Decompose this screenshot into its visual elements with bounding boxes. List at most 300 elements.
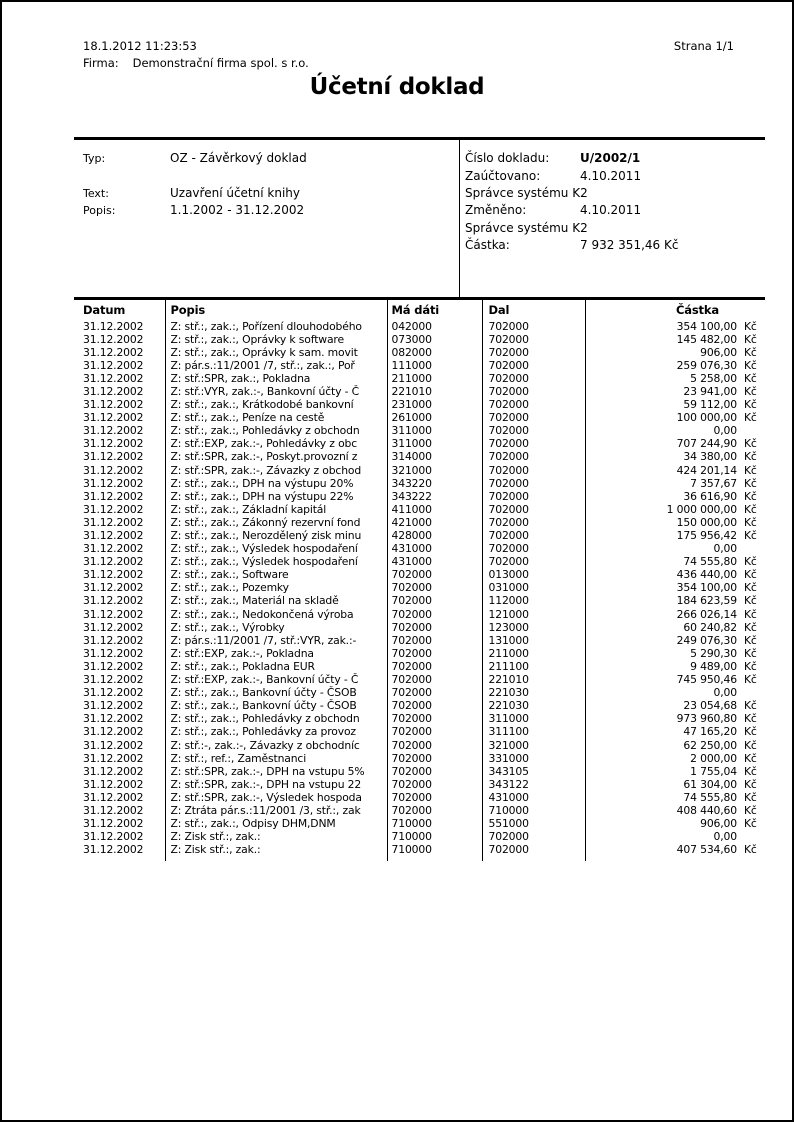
popis-cell: Z: stř.:, zak.:, DPH na výstupu 22%: [165, 490, 387, 503]
currency-label: Kč: [744, 659, 757, 673]
table-row: [74, 346, 765, 359]
table-row: [74, 843, 765, 856]
currency-label: Kč: [744, 384, 757, 398]
table-row: [74, 568, 765, 581]
ma-dati-cell: 411000: [387, 503, 482, 516]
amount-value: 436 440,00: [676, 568, 737, 582]
amount-cell: [585, 490, 765, 503]
table-row: [74, 778, 765, 791]
date-cell: 31.12.2002: [74, 804, 165, 817]
ma-dati-cell: 702000: [387, 594, 482, 607]
date-cell: 31.12.2002: [74, 660, 165, 673]
currency-label: [737, 542, 763, 555]
date-cell: 31.12.2002: [74, 529, 165, 542]
dal-cell: 702000: [482, 503, 585, 516]
table-row: [74, 320, 765, 333]
ma-dati-cell: 702000: [387, 791, 482, 804]
date-cell: 31.12.2002: [74, 699, 165, 712]
dal-cell: 702000: [482, 385, 585, 398]
currency-label: Kč: [744, 568, 757, 582]
ma-dati-cell: 343222: [387, 490, 482, 503]
date-cell: 31.12.2002: [74, 346, 165, 359]
typ-line: [83, 151, 307, 165]
dal-cell: 112000: [482, 594, 585, 607]
table-row: [74, 621, 765, 634]
table-row: [74, 490, 765, 503]
amount-cell: [585, 752, 765, 765]
amount-cell: [585, 660, 765, 673]
table-row: [74, 359, 765, 372]
amount-value: 0,00: [713, 424, 737, 438]
ma-dati-cell: 311000: [387, 424, 482, 437]
table-row: [74, 725, 765, 738]
amount-cell: [585, 739, 765, 752]
popis-cell: Z: stř.:, zak.:, Základní kapitál: [165, 503, 387, 516]
table-row: [74, 608, 765, 621]
dal-cell: 431000: [482, 791, 585, 804]
table-row: [74, 437, 765, 450]
amount-value: 407 534,60: [676, 843, 737, 857]
currency-label: Kč: [744, 411, 757, 425]
date-cell: 31.12.2002: [74, 372, 165, 385]
popis-cell: Z: stř.:, zak.:, Pokladna EUR: [165, 660, 387, 673]
popis-cell: Z: stř.:, zak.:, Odpisy DHM,DNM: [165, 817, 387, 830]
ma-dati-cell: 702000: [387, 699, 482, 712]
tail-cell: [387, 856, 482, 861]
popis-cell: Z: stř.:, zak.:, Krátkodobé bankovní: [165, 398, 387, 411]
ma-dati-cell: 231000: [387, 398, 482, 411]
amount-cell: [585, 765, 765, 778]
amount-value: 259 076,30: [676, 358, 737, 372]
amount-cell: [585, 817, 765, 830]
dal-cell: 702000: [482, 490, 585, 503]
amount-cell: [585, 398, 765, 411]
amount-cell: [585, 437, 765, 450]
dal-cell: 343105: [482, 765, 585, 778]
amount-value: 354 100,00: [676, 319, 737, 333]
dal-cell: 702000: [482, 359, 585, 372]
amount-cell: [585, 673, 765, 686]
amount-cell: [585, 477, 765, 490]
currency-label: Kč: [744, 398, 757, 412]
dal-cell: 702000: [482, 542, 585, 555]
amount-cell: [585, 725, 765, 738]
amount-cell: [585, 791, 765, 804]
amount-cell: [585, 411, 765, 424]
currency-label: Kč: [744, 594, 757, 608]
popis-cell: Z: stř.:, zak.:, Zákonný rezervní fond: [165, 516, 387, 529]
amount-cell: [585, 333, 765, 346]
date-cell: 31.12.2002: [74, 739, 165, 752]
popis-cell: Z: stř.:, zak.:, Nerozdělený zisk minu: [165, 529, 387, 542]
popis-cell: Z: stř.:EXP, zak.:-, Pokladna: [165, 647, 387, 660]
col-header-dal: Dal: [482, 299, 585, 320]
dal-cell: 710000: [482, 804, 585, 817]
currency-label: Kč: [744, 607, 757, 621]
currency-label: Kč: [744, 463, 757, 477]
amount-cell: [585, 804, 765, 817]
ma-dati-cell: 702000: [387, 608, 482, 621]
amount-value: 60 240,82: [683, 620, 737, 634]
popis-cell: Z: stř.:SPR, zak.:-, DPH na vstupu 22: [165, 778, 387, 791]
currency-label: Kč: [744, 699, 757, 713]
amount-cell: [585, 621, 765, 634]
ma-dati-cell: 431000: [387, 542, 482, 555]
date-cell: 31.12.2002: [74, 765, 165, 778]
amount-value: 61 304,00: [683, 777, 737, 791]
date-cell: 31.12.2002: [74, 503, 165, 516]
ma-dati-cell: 343220: [387, 477, 482, 490]
currency-label: Kč: [744, 581, 757, 595]
currency-label: Kč: [744, 502, 757, 516]
currency-label: Kč: [744, 555, 757, 569]
dal-cell: 702000: [482, 398, 585, 411]
col-header-ma-dati: Má dáti: [387, 299, 482, 320]
doc-number-value: U/2002/1: [580, 151, 641, 165]
amount-value: 23 941,00: [683, 384, 737, 398]
amount-cell: [585, 843, 765, 856]
popis-cell: Z: stř.:, zak.:, Pohledávky z obchodn: [165, 424, 387, 437]
currency-label: Kč: [744, 633, 757, 647]
amount-value: 34 380,00: [683, 450, 737, 464]
ma-dati-cell: 073000: [387, 333, 482, 346]
ma-dati-cell: 702000: [387, 673, 482, 686]
currency-label: Kč: [744, 345, 757, 359]
currency-label: Kč: [744, 529, 757, 542]
amount-cell: [585, 608, 765, 621]
firm-line: [83, 56, 309, 70]
popis-cell: Z: Zisk stř.:, zak.:: [165, 843, 387, 856]
changed-label: Změněno:: [465, 203, 527, 217]
firm-name: Demonstrační firma spol. s r.o.: [132, 56, 309, 70]
dal-cell: 121000: [482, 608, 585, 621]
total-amount-label: Částka:: [465, 238, 510, 252]
amount-cell: [585, 346, 765, 359]
date-cell: 31.12.2002: [74, 516, 165, 529]
date-cell: 31.12.2002: [74, 673, 165, 686]
table-row: [74, 634, 765, 647]
popis-cell: Z: stř.:-, zak.:-, Závazky z obchodníc: [165, 739, 387, 752]
amount-cell: [585, 686, 765, 699]
table-row: [74, 817, 765, 830]
ma-dati-cell: 211000: [387, 372, 482, 385]
date-cell: 31.12.2002: [74, 490, 165, 503]
amount-cell: [585, 568, 765, 581]
amount-value: 36 616,90: [683, 489, 737, 503]
popis-cell: Z: stř.:, zak.:, DPH na výstupu 20%: [165, 477, 387, 490]
dal-cell: 031000: [482, 581, 585, 594]
popis-cell: Z: stř.:, zak.:, Pozemky: [165, 581, 387, 594]
popis-cell: Z: Zisk stř.:, zak.:: [165, 830, 387, 843]
date-cell: 31.12.2002: [74, 555, 165, 568]
col-header-popis: Popis: [165, 299, 387, 320]
amount-value: 1 000 000,00: [666, 502, 737, 516]
date-cell: 31.12.2002: [74, 424, 165, 437]
currency-label: Kč: [744, 646, 757, 660]
ma-dati-cell: 702000: [387, 621, 482, 634]
table-row: [74, 555, 765, 568]
amount-cell: [585, 450, 765, 463]
popis-cell: Z: stř.:, zak.:, Výrobky: [165, 621, 387, 634]
table-row: [74, 712, 765, 725]
total-amount-line: [465, 238, 678, 252]
ma-dati-cell: 702000: [387, 581, 482, 594]
amount-value: 100 000,00: [676, 411, 737, 425]
popis-cell: Z: stř.:EXP, zak.:-, Bankovní účty - Č: [165, 673, 387, 686]
ma-dati-cell: 431000: [387, 555, 482, 568]
dal-cell: 702000: [482, 529, 585, 542]
currency-label: [737, 830, 763, 843]
popis-cell: Z: pár.s.:11/2001 /7, stř.:, zak.:, Poř: [165, 359, 387, 372]
date-cell: 31.12.2002: [74, 752, 165, 765]
dal-cell: 702000: [482, 372, 585, 385]
ma-dati-cell: 702000: [387, 752, 482, 765]
currency-label: Kč: [744, 332, 757, 346]
dal-cell: 211100: [482, 660, 585, 673]
amount-value: 150 000,00: [676, 515, 737, 529]
popis-cell: Z: stř.:, zak.:, Oprávky k sam. movit: [165, 346, 387, 359]
total-amount-value: 7 932 351,46 Kč: [580, 238, 679, 252]
amount-cell: [585, 516, 765, 529]
amount-value: 424 201,14: [676, 463, 737, 477]
ma-dati-cell: 702000: [387, 804, 482, 817]
amount-cell: [585, 542, 765, 555]
popis-label: Popis:: [83, 204, 116, 217]
currency-label: Kč: [744, 371, 757, 385]
amount-value: 408 440,60: [676, 803, 737, 817]
popis-cell: Z: stř.:, zak.:, Výsledek hospodaření: [165, 542, 387, 555]
table-row: [74, 424, 765, 437]
dal-cell: 702000: [482, 346, 585, 359]
popis-cell: Z: stř.:, zak.:, Výsledek hospodaření: [165, 555, 387, 568]
amount-value: 7 357,67: [690, 476, 737, 490]
currency-label: Kč: [744, 489, 757, 503]
dal-cell: 123000: [482, 621, 585, 634]
table-tail-row: [74, 856, 765, 861]
text-value: Uzavření účetní knihy: [170, 186, 300, 200]
typ-value: OZ - Závěrkový doklad: [170, 151, 307, 165]
date-cell: 31.12.2002: [74, 568, 165, 581]
table-row: [74, 581, 765, 594]
amount-cell: [585, 634, 765, 647]
top-rule: [74, 137, 765, 140]
currency-label: Kč: [744, 777, 757, 791]
table-row: [74, 830, 765, 843]
popis-cell: Z: stř.:, zak.:, Oprávky k software: [165, 333, 387, 346]
posted-date: 4.10.2011: [580, 169, 642, 183]
currency-label: Kč: [744, 515, 757, 529]
ma-dati-cell: 702000: [387, 686, 482, 699]
amount-cell: [585, 699, 765, 712]
popis-cell: Z: stř.:EXP, zak.:-, Pohledávky z obc: [165, 437, 387, 450]
amount-value: 354 100,00: [676, 581, 737, 595]
info-section-divider: [459, 140, 460, 297]
ma-dati-cell: 082000: [387, 346, 482, 359]
currency-label: Kč: [744, 790, 757, 804]
amount-value: 5 258,00: [690, 371, 737, 385]
amount-cell: [585, 385, 765, 398]
dal-cell: 221030: [482, 686, 585, 699]
ma-dati-cell: 702000: [387, 647, 482, 660]
posted-line: [465, 169, 641, 183]
date-cell: 31.12.2002: [74, 437, 165, 450]
dal-cell: 702000: [482, 411, 585, 424]
date-cell: 31.12.2002: [74, 778, 165, 791]
tail-cell: [585, 856, 765, 861]
table-row: [74, 791, 765, 804]
currency-label: Kč: [744, 764, 757, 778]
table-row: [74, 529, 765, 542]
popis-cell: Z: stř.:SPR, zak.:-, Poskyt.provozní z: [165, 450, 387, 463]
ma-dati-cell: 421000: [387, 516, 482, 529]
currency-label: Kč: [744, 843, 757, 857]
popis-cell: Z: stř.:, zak.:, Peníze na cestě: [165, 411, 387, 424]
dal-cell: 221010: [482, 673, 585, 686]
table-header-row: [74, 299, 765, 320]
amount-value: 0,00: [713, 542, 737, 556]
table-row: [74, 765, 765, 778]
ma-dati-cell: 314000: [387, 450, 482, 463]
date-cell: 31.12.2002: [74, 843, 165, 856]
popis-cell: Z: Ztráta pár.s.:11/2001 /3, stř.:, zak: [165, 804, 387, 817]
date-cell: 31.12.2002: [74, 398, 165, 411]
date-cell: 31.12.2002: [74, 725, 165, 738]
dal-cell: 702000: [482, 830, 585, 843]
date-cell: 31.12.2002: [74, 320, 165, 333]
ma-dati-cell: 710000: [387, 817, 482, 830]
tail-cell: [482, 856, 585, 861]
page-number: Strana 1/1: [673, 39, 734, 53]
ma-dati-cell: 221010: [387, 385, 482, 398]
table-row: [74, 477, 765, 490]
amount-cell: [585, 712, 765, 725]
table-row: [74, 450, 765, 463]
popis-cell: Z: stř.:, zak.:, Materiál na skladě: [165, 594, 387, 607]
typ-label: Typ:: [83, 152, 106, 165]
popis-cell: Z: stř.:, zak.:, Pohledávky za provoz: [165, 725, 387, 738]
popis-line: [83, 203, 304, 217]
posted-by: Správce systému K2: [465, 186, 588, 200]
amount-cell: [585, 424, 765, 437]
date-cell: 31.12.2002: [74, 385, 165, 398]
table-row: [74, 398, 765, 411]
popis-cell: Z: stř.:, zak.:, Pohledávky z obchodn: [165, 712, 387, 725]
dal-cell: 702000: [482, 464, 585, 477]
amount-value: 59 112,00: [683, 398, 737, 412]
dal-cell: 321000: [482, 739, 585, 752]
amount-cell: [585, 778, 765, 791]
dal-cell: 343122: [482, 778, 585, 791]
amount-cell: [585, 372, 765, 385]
entries-table: [74, 297, 765, 861]
popis-cell: Z: stř.:SPR, zak.:-, Závazky z obchod: [165, 464, 387, 477]
popis-cell: Z: pár.s.:11/2001 /7, stř.:VYR, zak.:-: [165, 634, 387, 647]
currency-label: Kč: [744, 725, 757, 739]
amount-cell: [585, 555, 765, 568]
table-row: [74, 660, 765, 673]
ma-dati-cell: 311000: [387, 437, 482, 450]
amount-cell: [585, 464, 765, 477]
amount-value: 23 054,68: [683, 699, 737, 713]
dal-cell: 702000: [482, 437, 585, 450]
currency-label: Kč: [744, 712, 757, 726]
firm-label: Firma:: [83, 56, 119, 70]
ma-dati-cell: 702000: [387, 725, 482, 738]
amount-value: 745 950,46: [676, 673, 737, 687]
amount-cell: [585, 503, 765, 516]
currency-label: Kč: [744, 319, 757, 333]
amount-cell: [585, 320, 765, 333]
date-cell: 31.12.2002: [74, 542, 165, 555]
currency-label: Kč: [744, 450, 757, 464]
ma-dati-cell: 428000: [387, 529, 482, 542]
dal-cell: 311100: [482, 725, 585, 738]
tail-cell: [74, 856, 165, 861]
ma-dati-cell: 702000: [387, 660, 482, 673]
amount-value: 2 000,00: [690, 751, 737, 765]
ma-dati-cell: 702000: [387, 712, 482, 725]
amount-value: 9 489,00: [690, 659, 737, 673]
currency-label: Kč: [744, 620, 757, 634]
amount-value: 74 555,80: [683, 555, 737, 569]
ma-dati-cell: 042000: [387, 320, 482, 333]
table-body: [74, 320, 765, 862]
dal-cell: 311000: [482, 712, 585, 725]
dal-cell: 211000: [482, 647, 585, 660]
currency-label: [737, 686, 763, 699]
date-cell: 31.12.2002: [74, 608, 165, 621]
table-row: [74, 516, 765, 529]
table-row: [74, 542, 765, 555]
table-row: [74, 673, 765, 686]
popis-cell: Z: stř.:, zak.:, Bankovní účty - ČSOB: [165, 686, 387, 699]
amount-value: 0,00: [713, 830, 737, 844]
date-cell: 31.12.2002: [74, 450, 165, 463]
changed-by: Správce systému K2: [465, 221, 588, 235]
ma-dati-cell: 710000: [387, 843, 482, 856]
popis-cell: Z: stř.:SPR, zak.:-, DPH na vstupu 5%: [165, 765, 387, 778]
table-row: [74, 739, 765, 752]
popis-cell: Z: stř.:SPR, zak.:-, Výsledek hospoda: [165, 791, 387, 804]
amount-value: 266 026,14: [676, 607, 737, 621]
amount-value: 973 960,80: [676, 712, 737, 726]
date-cell: 31.12.2002: [74, 791, 165, 804]
dal-cell: 702000: [482, 450, 585, 463]
amount-value: 184 623,59: [676, 594, 737, 608]
amount-value: 175 956,42: [676, 529, 737, 542]
dal-cell: 013000: [482, 568, 585, 581]
ma-dati-cell: 702000: [387, 634, 482, 647]
amount-value: 0,00: [713, 686, 737, 700]
table-row: [74, 333, 765, 346]
date-cell: 31.12.2002: [74, 581, 165, 594]
ma-dati-cell: 702000: [387, 765, 482, 778]
dal-cell: 331000: [482, 752, 585, 765]
amount-value: 47 165,20: [683, 725, 737, 739]
ma-dati-cell: 702000: [387, 568, 482, 581]
amount-cell: [585, 647, 765, 660]
posted-label: Zaúčtovano:: [465, 169, 541, 183]
dal-cell: 702000: [482, 516, 585, 529]
table-row: [74, 686, 765, 699]
dal-cell: 702000: [482, 477, 585, 490]
currency-label: Kč: [744, 358, 757, 372]
table-row: [74, 647, 765, 660]
ma-dati-cell: 702000: [387, 778, 482, 791]
ma-dati-cell: 261000: [387, 411, 482, 424]
currency-label: Kč: [744, 751, 757, 765]
table-row: [74, 503, 765, 516]
